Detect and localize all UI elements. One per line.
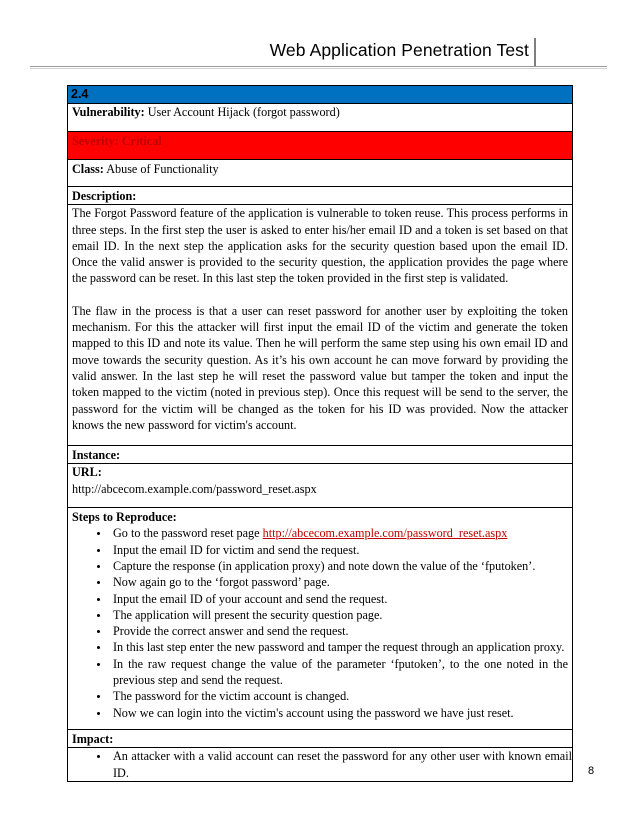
impact-item: • An attacker with a valid account can reset the password for any other user with known email ID. (110, 748, 572, 781)
description-row (68, 186, 572, 445)
steps-label: Steps to Reproduce: (72, 510, 177, 525)
description-paragraph: The flaw in the process is that a user can reset password for another user by exploiting the token mechanism. For this the attacker will first input the email ID of the victim and generate the token mapped to this ID and note its value. Then he will perform the same step using his own email ID and move towards the security question. As it’s his own account he can move forward by providing the valid answer. In the last step he will reset the password value but tamper the token and input the token mapped to the victim (noted in previous step). Once this request will be send to the server, the password for the victim will be changed as the token for his ID was provided. Now the attacker knows the new password for victim's account. (72, 303, 568, 432)
severity-row (68, 131, 572, 159)
severity-text: Severity: Critical (72, 134, 162, 148)
step-item: • The application will present the security question page. (110, 607, 568, 623)
url-label: URL: (72, 465, 102, 480)
step-item: • Input the email ID of your account and send the request. (110, 591, 568, 607)
step-text: Go to the password reset page (113, 526, 263, 541)
vulnerability-row (68, 103, 572, 131)
step-item: • The password for the victim account is changed. (110, 688, 568, 704)
class-value: Abuse of Functionality (103, 162, 219, 176)
impact-list (68, 748, 572, 781)
step-item: • Now again go to the ‘forgot password’ page. (110, 574, 568, 590)
finding-id: 2.4 (71, 87, 89, 101)
description-label: Description: (72, 189, 137, 203)
step-item (110, 525, 568, 541)
header-divider (534, 38, 536, 66)
finding-table (67, 85, 573, 782)
step-item: • Provide the correct answer and send the request. (110, 623, 568, 639)
password-reset-link[interactable]: http://abcecom.example.com/password_reset.aspx (262, 526, 508, 541)
vulnerability-value: User Account Hijack (forgot password) (144, 105, 340, 119)
step-item: • In this last step enter the new password and tamper the request through an application proxy. (110, 639, 568, 655)
page-header-title: Web Application Penetration Test (269, 40, 529, 60)
impact-label: Impact: (72, 731, 114, 746)
step-item: • Now we can login into the victim's account using the password we have just reset. (110, 705, 568, 721)
instance-label: Instance: (72, 448, 121, 463)
steps-row (68, 507, 572, 729)
steps-list (72, 525, 568, 721)
url-value: http://abcecom.example.com/password_reset.aspx (72, 481, 317, 496)
step-item: • In the raw request change the value of the parameter ‘fputoken’, to the one noted in the previous step and send the request. (110, 656, 568, 689)
class-label: Class: (72, 162, 104, 176)
description-paragraph: The Forgot Password feature of the application is vulnerable to token reuse. This process performs in three steps. In the first step the user is asked to enter his/her email ID and a token is set based on that email ID. In the next step the application asks for the security question based upon the email ID. Once the valid answer is provided to the security question, the application provides the page where the password can be reset. In this last step the token provided in the first step is validated. (72, 206, 568, 286)
instance-body (68, 463, 572, 497)
step-item: • Capture the response (in application proxy) and note down the value of the ‘fputoken’. (110, 558, 568, 574)
header-rule (30, 66, 607, 67)
header-rule-shadow (30, 68, 607, 69)
impact-row (68, 729, 572, 781)
instance-row (68, 445, 572, 507)
page-number: 8 (588, 765, 595, 777)
vulnerability-label: Vulnerability: (72, 105, 145, 119)
impact-body (68, 747, 572, 781)
step-item: • Input the email ID for victim and send the request. (110, 542, 568, 558)
class-row (68, 159, 572, 186)
finding-id-row (68, 86, 572, 103)
description-body (68, 204, 572, 433)
